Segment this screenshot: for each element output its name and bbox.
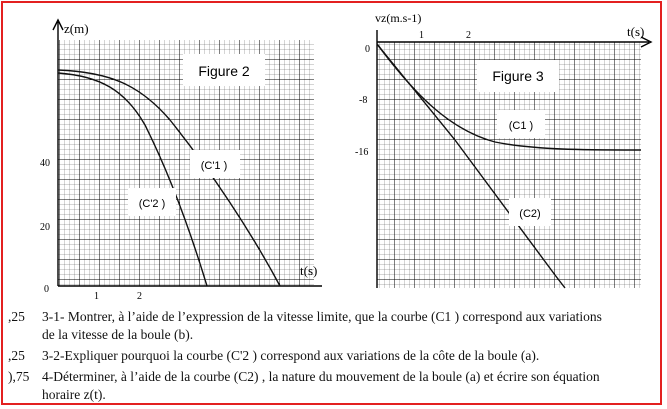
question-3-2-points: ,25 [8, 348, 25, 363]
question-3-1-continued: de la vitesse de la boule (b). [42, 327, 194, 342]
fig2-y-axis-label: z(m) [64, 21, 89, 36]
fig3-curve-c2-label: (C2) [519, 208, 541, 220]
fig3-curve-c1-label: (C1 ) [508, 120, 534, 132]
fig2-curve-c1-label: (C'1 ) [200, 160, 228, 172]
fig2-x-axis-label: t(s) [300, 263, 318, 278]
fig2-y-tick-0: 0 [44, 284, 49, 295]
question-3-1-points: ,25 [8, 309, 25, 324]
fig3-x-axis-label: t(s) [627, 24, 645, 39]
question-4-text: 4-Déterminer, à l’aide de la courbe (C2) , la nature du mouvement de la boule (a) et écrire son équation [42, 369, 600, 384]
fig2-y-tick-20: 20 [40, 222, 50, 233]
fig2-y-tick-40: 40 [40, 158, 50, 169]
fig2-x-tick-2: 2 [137, 291, 142, 300]
fig2-x-tick-1: 1 [94, 291, 99, 300]
question-3-1 [8, 308, 602, 325]
figure-3-graph [355, 0, 655, 300]
fig3-y-axis-label: vz(m.s-1) [375, 11, 422, 25]
question-4-continued: horaire z(t). [42, 387, 106, 402]
fig3-y-tick-minus8: -8 [359, 95, 368, 106]
fig3-x-tick-1: 1 [419, 30, 424, 41]
question-3-2 [8, 347, 539, 364]
question-4 [8, 368, 600, 385]
figure-3-label: Figure 3 [492, 68, 544, 84]
figure-2-label: Figure 2 [198, 63, 250, 79]
fig3-x-tick-2: 2 [466, 30, 471, 41]
question-3-2-text: 3-2-Expliquer pourquoi la courbe (C'2 ) correspond aux variations de la côte de la boule (a). [42, 348, 540, 363]
fig2-curve-c2-label: (C'2 ) [138, 198, 166, 210]
question-4-points: ),75 [8, 369, 30, 384]
figure-2-graph [0, 0, 330, 300]
fig3-y-tick-minus16: -16 [355, 147, 369, 158]
question-3-1-text: 3-1- Montrer, à l’aide de l’expression de la vitesse limite, que la courbe (C1 ) correspond aux variations [42, 309, 602, 324]
fig3-y-tick-0: 0 [365, 44, 370, 55]
